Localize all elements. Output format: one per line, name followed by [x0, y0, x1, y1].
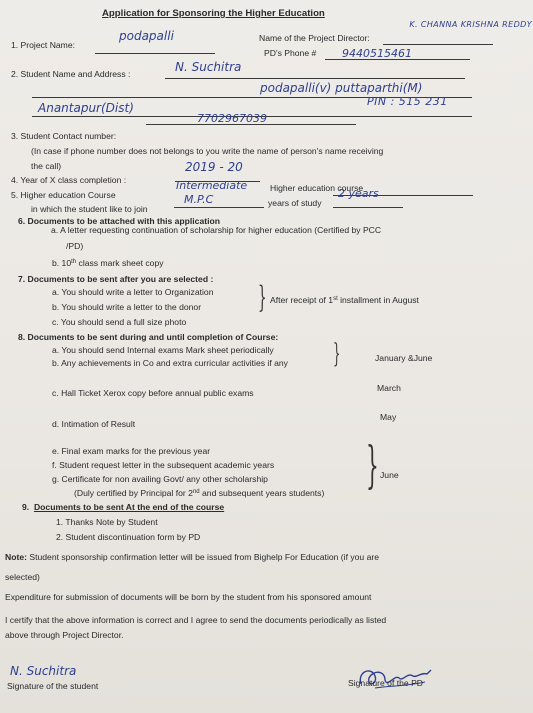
s8-item-e: e. Final exam marks for the previous year [52, 446, 211, 456]
s7-item-b: b. You should write a letter to the donor [52, 302, 202, 312]
course-line-2 [174, 207, 264, 208]
note-label: Note: [5, 552, 27, 562]
phone-label: PD's Phone # [264, 48, 317, 58]
x-year-label: 4. Year of X class completion : [11, 175, 127, 185]
s7-note-sup: st [333, 296, 338, 302]
student-signature[interactable]: N. Suchitra [10, 664, 77, 678]
section-7-heading: 7. Documents to be sent after you are selected : [18, 274, 214, 284]
contact-note-2: the call) [31, 161, 62, 171]
director-value[interactable]: K. CHANNA KRISHNA REDDY [409, 20, 532, 29]
s8-d-when: May [380, 412, 397, 422]
certify-line-1: I certify that the above information is correct and I agree to send the documents periodically as listed [5, 615, 387, 625]
student-name-line [165, 78, 465, 79]
student-signature-label: Signature of the student [7, 681, 99, 691]
course-mid-label: Higher education course [270, 183, 364, 193]
form-title: Application for Sponsoring the Higher Education [102, 8, 325, 19]
s7-note [270, 295, 419, 306]
s6-item-b [52, 258, 164, 269]
s8-efg-brace: } [366, 436, 379, 494]
s9-item-1: 1. Thanks Note by Student [56, 517, 158, 527]
s7-item-a: a. You should write a letter to Organization [52, 287, 214, 297]
s7-brace: } [258, 280, 267, 315]
s9-heading-num: 9. [22, 502, 30, 512]
student-name-value[interactable]: N. Suchitra [175, 60, 242, 74]
s8-g2-sup: nd [192, 489, 200, 495]
project-name-label: 1. Project Name: [11, 40, 75, 50]
years-value[interactable]: 2 years [338, 187, 379, 200]
address-value-1[interactable]: podapalli(v) puttaparthi(M) [260, 81, 423, 95]
s8-ab-when: January &June [375, 353, 433, 363]
s7-note-pre: After receipt of 1 [270, 295, 334, 305]
s8-ab-brace: } [333, 339, 341, 369]
certify-line-2: above through Project Director. [5, 630, 124, 640]
s8-item-g-2 [74, 488, 324, 499]
s6-item-a: a. A letter requesting continuation of scholarship for higher education (Certified by PCC [51, 225, 382, 235]
s9-heading-text: Documents to be sent At the end of the course [33, 502, 225, 512]
director-line [383, 44, 493, 45]
section-8-heading: 8. Documents to be sent during and until completion of Course: [18, 332, 279, 342]
s8-item-c: c. Hall Ticket Xerox copy before annual public exams [52, 388, 254, 398]
years-line [333, 207, 403, 208]
s8-item-b: b. Any achievements in Co and extra curricular activities if any [52, 358, 288, 368]
contact-label: 3. Student Contact number: [11, 131, 117, 141]
s8-item-a: a. You should send Internal exams Mark sheet periodically [52, 345, 274, 355]
x-year-value[interactable]: 2019 - 20 [185, 160, 243, 174]
s8-c-when: March [377, 383, 401, 393]
s7-item-c: c. You should send a full size photo [52, 317, 187, 327]
s6-b-sup: th [71, 259, 77, 265]
s8-g2-post: and subsequent years students) [199, 488, 325, 498]
s8-item-f: f. Student request letter in the subsequent academic years [52, 460, 275, 470]
s8-item-g: g. Certificate for non availing Govt/ any other scholarship [52, 474, 268, 484]
student-name-label: 2. Student Name and Address : [11, 69, 131, 79]
contact-note: (In case if phone number does not belongs to you write the name of person's name receiving [31, 146, 384, 156]
project-name-value[interactable]: podapalli [119, 29, 174, 43]
course-label-2: in which the student like to join [31, 204, 148, 214]
s8-efg-when: June [380, 470, 399, 480]
s9-item-2: 2. Student discontinuation form by PD [56, 532, 201, 542]
note-line [5, 552, 379, 563]
pd-signature-label: Signature of the PD [348, 678, 424, 688]
director-label: Name of the Project Director: [259, 33, 370, 43]
project-name-line [95, 53, 215, 54]
phone-value[interactable]: 9440515461 [342, 47, 412, 60]
s6-item-a-2: /PD) [66, 241, 84, 251]
address-value-2[interactable]: Anantapur(Dist) [38, 101, 134, 115]
note-line-2: selected) [5, 572, 40, 582]
course-value[interactable]: Intermediate [176, 179, 248, 192]
note-text: Student sponsorship confirmation letter will be issued from Bighelp For Education (if you are [26, 552, 380, 562]
years-label: years of study [268, 198, 322, 208]
s6-b-pre: b. 10 [52, 258, 72, 268]
expenditure-note: Expenditure for submission of documents will be born by the student from his sponsored amount [5, 592, 372, 602]
s8-g2-pre: (Duly certified by Principal for 2 [74, 488, 193, 498]
course-value-2[interactable]: M.P.C [184, 193, 214, 206]
section-6-heading: 6. Documents to be attached with this application [18, 216, 220, 226]
pin-value[interactable]: PIN : 515 231 [367, 95, 448, 108]
s7-note-post: installment in August [337, 295, 419, 305]
s8-item-d: d. Intimation of Result [52, 419, 136, 429]
section-9-heading [22, 502, 224, 513]
contact-value[interactable]: 7702967039 [197, 112, 267, 125]
course-label: 5. Higher education Course [11, 190, 116, 200]
s6-b-post: class mark sheet copy [76, 258, 164, 268]
